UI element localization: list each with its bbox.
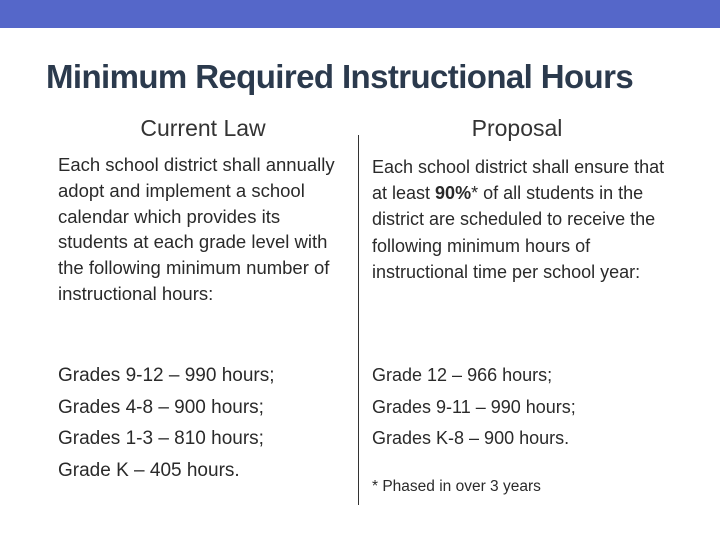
phase-in-footnote: * Phased in over 3 years [372, 478, 541, 495]
top-accent-bar [0, 0, 720, 28]
current-law-heading: Current Law [140, 115, 266, 141]
grade-hours-line: Grades K-8 – 900 hours. [372, 428, 570, 448]
grade-hours-line: Grade 12 – 966 hours; [372, 365, 553, 385]
grade-hours-line: Grades 9-11 – 990 hours; [372, 396, 576, 417]
grade-hours-line: Grades 4-8 – 900 hours; [58, 396, 264, 418]
proposal-heading: Proposal [471, 115, 563, 141]
column-divider [358, 135, 359, 505]
proposal-description-start: Each school district shall ensure that at least [372, 157, 665, 204]
proposal-description [372, 154, 672, 285]
current-law-description: Each school district shall annually adopt and implement a school calendar which provides its students at each grade level with the following minimum number of instructional hours: [58, 154, 335, 304]
page-title: Minimum Required Instructional Hours [46, 58, 634, 95]
grade-hours-line: Grades 9-12 – 990 hours; [58, 365, 275, 386]
proposal-percentage: 90% [435, 183, 472, 204]
proposal-grade-list [372, 360, 576, 455]
proposal-description-end: * of all students in the district are scheduled to receive the following minimum hours of instructional time per school year: [372, 183, 656, 282]
grade-hours-line: Grades 1-3 – 810 hours; [58, 428, 264, 449]
grade-hours-line: Grade K – 405 hours. [58, 459, 240, 481]
current-law-grade-list [58, 360, 275, 486]
